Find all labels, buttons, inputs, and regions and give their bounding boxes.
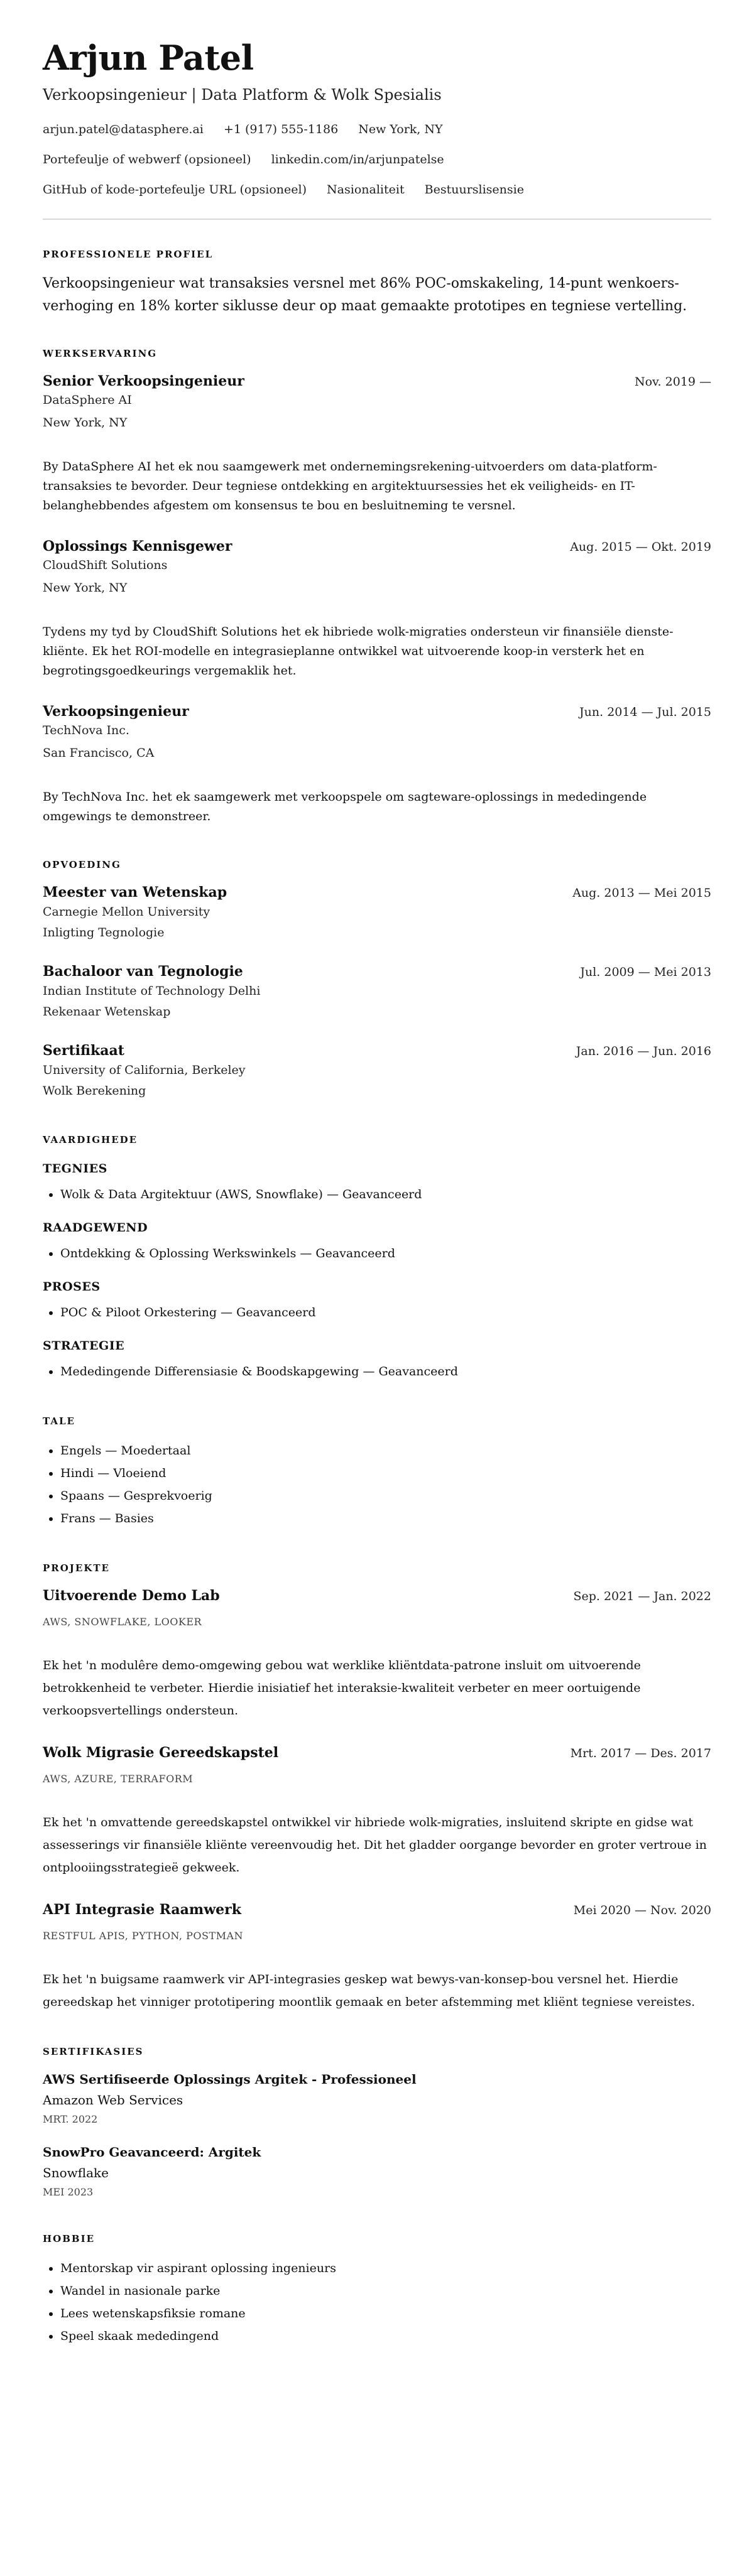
hobbies-list [43,2257,711,2347]
experience-entry [43,537,711,681]
entry-header [43,702,711,721]
certification-date: MEI 2023 [43,2186,94,2198]
section-title: OPVOEDING [43,859,121,870]
section-title: HOBBIE [43,2233,96,2244]
company-name: DataSphere AI [43,393,132,407]
entry-date: Nov. 2019 — [634,375,711,389]
entry-header [43,962,711,981]
languages-section [43,1414,711,1530]
skill-category-title: TEGNIES [43,1162,107,1176]
experience-entry [43,372,711,516]
project-entry [43,1743,711,1879]
entry-header [43,1041,711,1060]
entry-title: Senior Verkoopsingenieur [43,373,244,389]
skill-list [43,1360,711,1383]
certification-issuer: Amazon Web Services [43,2092,183,2108]
entry-date: Aug. 2013 — Mei 2015 [572,886,711,900]
project-entry [43,1900,711,2013]
field-of-study: Inligting Tegnologie [43,926,165,939]
project-description: Ek het 'n omvattende gereedskapstel ontwikkel vir hibriede wolk-migraties, insluitend skripte en gidse wat assesserings vir finansiële kliënte vereenvoudig het. Dit het gladder oorgange bevorder en groter vertroue in ontplooiingsstrategieë gekweek. [43,1816,707,1875]
profile-section [43,247,711,318]
field-of-study: Wolk Berekening [43,1084,146,1098]
entry-title: Uitvoerende Demo Lab [43,1588,220,1604]
section-title: WERKSERVARING [43,348,158,359]
header-divider [43,219,711,220]
nationality: Nasionaliteit [327,183,405,197]
hobbies-section [43,2232,711,2347]
skill-category-title: PROSES [43,1280,101,1294]
job-location: New York, NY [43,581,128,595]
drivers-license: Bestuurslisensie [424,183,524,197]
language-item: • Spaans — Gesprekvoerig [60,1485,711,1507]
job-location: San Francisco, CA [43,746,155,760]
entry-date: Jul. 2009 — Mei 2013 [580,965,711,979]
candidate-name: Arjun Patel [43,38,254,78]
certification-name: SnowPro Geavanceerd: Argitek [43,2145,261,2160]
section-title: PROFESSIONELE PROFIEL [43,249,214,260]
entry-title: Verkoopsingenieur [43,703,189,720]
portfolio-link[interactable]: Portefeulje of webwerf (opsioneel) [43,153,251,166]
skill-item: • Wolk & Data Argitektuur (AWS, Snowflake) — Geavanceerd [60,1183,711,1206]
entry-header [43,1586,711,1605]
project-tags: AWS, AZURE, TERRAFORM [43,1773,194,1785]
projects-section [43,1561,711,2013]
entry-header [43,372,711,391]
certification-name: AWS Sertifiseerde Oplossings Argitek - Professioneel [43,2072,417,2087]
job-description: By TechNova Inc. het ek saamgewerk met verkoopspele om sagteware-oplossings in mededingende omgewings te demonstreer. [43,790,647,823]
entry-header [43,537,711,556]
skill-category-title: RAADGEWEND [43,1221,148,1235]
project-description: Ek het 'n modulêre demo-omgewing gebou wat werklike kliëntdata-patrone insluit om uitvoerende betrokkenheid te verbeter. Hierdie inisiatief het interaksie-kwaliteit verbeter en meer oortuigende verkoopsvertellings ondersteun. [43,1659,641,1718]
candidate-headline: Verkoopsingenieur | Data Platform & Wolk Spesialis [43,86,442,104]
skill-item: • Ontdekking & Oplossing Werkswinkels — Geavanceerd [60,1242,711,1265]
language-item: • Hindi — Vloeiend [60,1462,711,1485]
linkedin-link[interactable]: linkedin.com/in/arjunpatelse [271,153,444,166]
job-description: Tydens my tyd by CloudShift Solutions het ek hibriede wolk-migraties ondersteun vir finansiële dienste-kliënte. Ek het ROI-modelle en integrasieplanne ontwikkel wat uitvoerende koop-in versterk het en begrotingsgoedkeurings vergemaklik het. [43,625,674,678]
company-name: CloudShift Solutions [43,558,168,572]
entry-title: Wolk Migrasie Gereedskapstel [43,1745,279,1761]
contact-row [43,149,711,170]
experience-entry [43,702,711,826]
entry-date: Jun. 2014 — Jul. 2015 [579,705,711,719]
certification-entry [43,2070,711,2128]
entry-header [43,1900,711,1919]
job-location: New York, NY [43,416,128,430]
section-title: SERTIFIKASIES [43,2046,144,2057]
job-description: By DataSphere AI het ek nou saamgewerk met ondernemingsrekening-uitvoerders om data-platform-transaksies te bevorder. Deur tegniese ontdekking en argitektuursessies het ek veiligheids- en IT-belanghebbendes afgestem om konsensus te bou en besluitneming te versnel. [43,460,657,512]
company-name: TechNova Inc. [43,723,129,737]
school-name: University of California, Berkeley [43,1063,246,1077]
language-item: • Engels — Moedertaal [60,1439,711,1462]
section-title: VAARDIGHEDE [43,1134,138,1145]
school-name: Carnegie Mellon University [43,905,210,919]
school-name: Indian Institute of Technology Delhi [43,984,261,998]
hobby-item: • Wandel in nasionale parke [60,2280,711,2302]
field-of-study: Rekenaar Wetenskap [43,1005,171,1019]
entry-title: Oplossings Kennisgewer [43,538,232,555]
certification-date: MRT. 2022 [43,2113,98,2125]
skill-item: • POC & Piloot Orkestering — Geavanceerd [60,1301,711,1324]
education-entry [43,1041,711,1101]
contact-row [43,119,711,139]
languages-list [43,1439,711,1530]
certification-entry [43,2143,711,2200]
language-item: • Frans — Basies [60,1507,711,1530]
entry-header [43,1743,711,1762]
entry-title: Meester van Wetenskap [43,884,227,901]
skill-list [43,1183,711,1206]
entry-date: Jan. 2016 — Jun. 2016 [576,1044,711,1058]
certification-issuer: Snowflake [43,2165,109,2180]
hobby-item: • Mentorskap vir aspirant oplossing ingenieurs [60,2257,711,2280]
hobby-item: • Lees wetenskapsfiksie romane [60,2302,711,2325]
entry-header [43,883,711,902]
github-link[interactable]: GitHub of kode-portefeulje URL (opsioneel) [43,183,307,197]
entry-date: Mei 2020 — Nov. 2020 [573,1903,711,1917]
section-title: PROJEKTE [43,1562,110,1574]
section-title: TALE [43,1415,75,1427]
entry-title: Bachaloor van Tegnologie [43,963,243,980]
profile-summary: Verkoopsingenieur wat transaksies versnel met 86% POC-omskakeling, 14-punt wenkoers-verhoging en 18% korter siklusse deur op maat gemaakte prototipes en tegniese vertelling. [43,276,687,314]
email-link[interactable]: arjun.patel@datasphere.ai [43,122,204,136]
skill-category-title: STRATEGIE [43,1339,125,1353]
entry-date: Sep. 2021 — Jan. 2022 [573,1589,711,1603]
project-description: Ek het 'n buigsame raamwerk vir API-integrasies geskep wat bewys-van-konsep-bou versnel het. Hierdie gereedskap het vinniger prototipering moontlik gemaak en beter afstemming met kliënt tegniese vereistes. [43,1973,696,2009]
phone-number: +1 (917) 555-1186 [223,122,339,136]
skill-list [43,1242,711,1265]
entry-date: Mrt. 2017 — Des. 2017 [570,1746,711,1760]
entry-title: API Integrasie Raamwerk [43,1902,241,1918]
project-entry [43,1586,711,1722]
skill-item: • Mededingende Differensiasie & Boodskapgewing — Geavanceerd [60,1360,711,1383]
experience-section [43,347,711,826]
entry-date: Aug. 2015 — Okt. 2019 [570,540,711,554]
project-tags: RESTFUL APIS, PYTHON, POSTMAN [43,1930,244,1942]
skill-list [43,1301,711,1324]
education-section [43,858,711,1101]
location: New York, NY [358,122,443,136]
contact-row [43,180,711,200]
skills-section [43,1133,711,1383]
entry-title: Sertifikaat [43,1042,124,1059]
project-tags: AWS, SNOWFLAKE, LOOKER [43,1616,202,1628]
education-entry [43,883,711,943]
education-entry [43,962,711,1022]
hobby-item: • Speel skaak mededingend [60,2325,711,2347]
certifications-section [43,2045,711,2200]
resume-header [43,36,711,200]
